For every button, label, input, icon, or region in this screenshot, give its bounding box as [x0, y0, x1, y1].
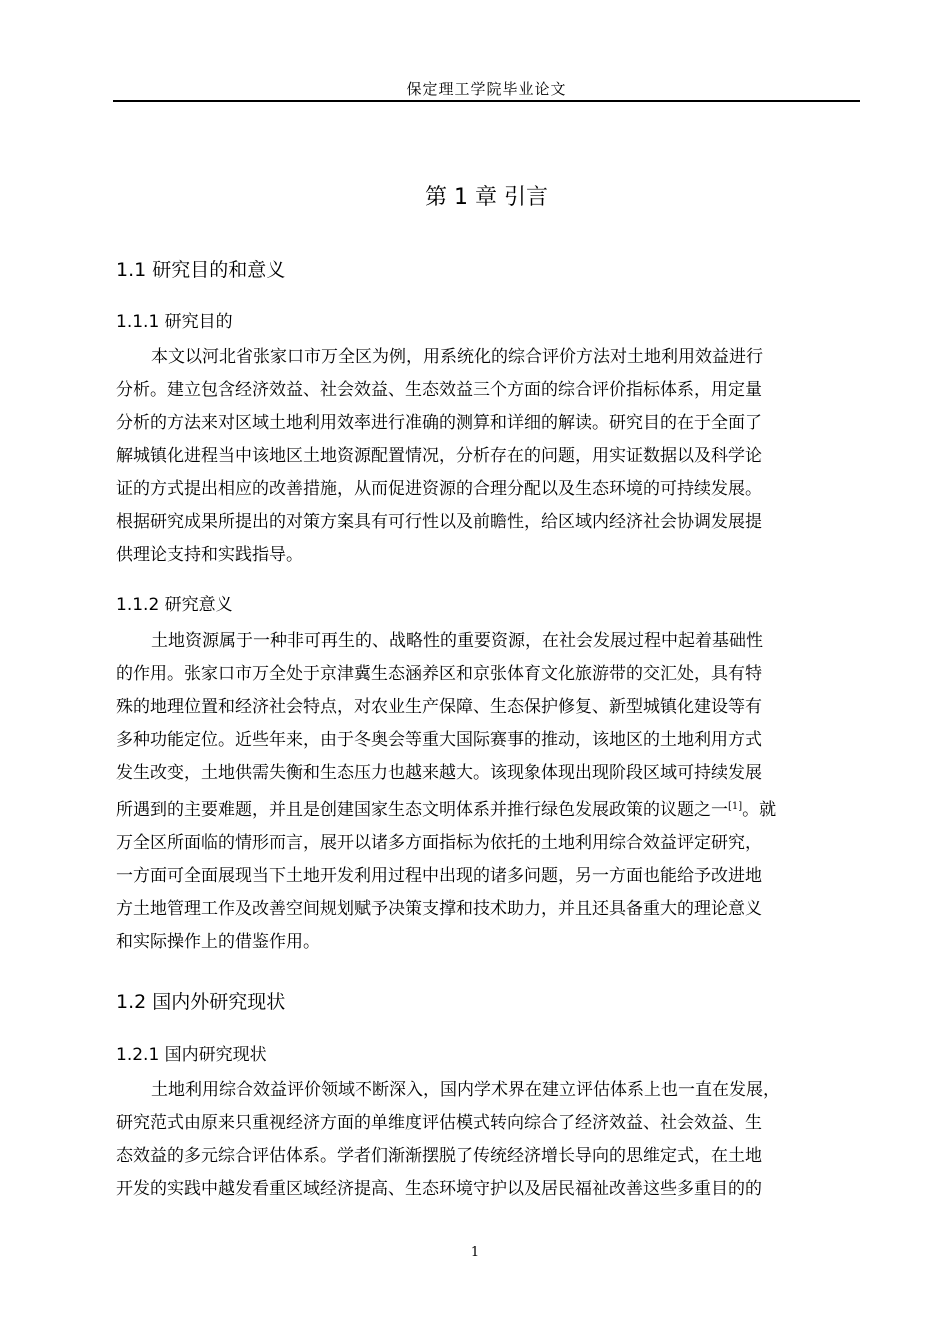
header-rule — [113, 100, 860, 102]
text-line: 供理论支持和实践指导。 — [116, 545, 303, 565]
paragraph-research-significance — [116, 625, 860, 959]
text-line: 多种功能定位。近些年来，由于冬奥会等重大国际赛事的推动，该地区的土地利用方式 — [116, 730, 762, 750]
section-heading-1-2-1: 1.2.1 国内研究现状 — [116, 1045, 267, 1065]
text-line: 研究范式由原来只重视经济方面的单维度评估模式转向综合了经济效益、社会效益、生 — [116, 1113, 762, 1133]
text-line: 态效益的多元综合评估体系。学者们渐渐摆脱了传统经济增长导向的思维定式，在土地 — [116, 1146, 762, 1166]
citation-ref: [1] — [728, 801, 743, 812]
page-header-title: 保定理工学院毕业论文 — [406, 80, 567, 98]
paragraph-domestic-status — [116, 1074, 860, 1206]
text-line-with-citation — [116, 790, 860, 827]
text-line: 殊的地理位置和经济社会特点，对农业生产保障、生态保护修复、新型城镇化建设等有 — [116, 697, 762, 717]
text-line: 一方面可全面展现当下土地开发利用过程中出现的诸多问题，另一方面也能给予改进地 — [116, 866, 762, 886]
text-line: 方土地管理工作及改善空间规划赋予决策支撑和技术助力，并且还具备重大的理论意义 — [116, 899, 762, 919]
text-line: 和实际操作上的借鉴作用。 — [116, 932, 320, 952]
text-line: 分析的方法来对区域土地利用效率进行准确的测算和详细的解读。研究目的在于全面了 — [116, 413, 762, 433]
paragraph-research-purpose — [116, 341, 860, 572]
text-line: 根据研究成果所提出的对策方案具有可行性以及前瞻性，给区域内经济社会协调发展提 — [116, 512, 762, 532]
text-line: 土地资源属于一种非可再生的、战略性的重要资源，在社会发展过程中起着基础性 — [151, 631, 763, 651]
text-segment: 所遇到的主要难题，并且是创建国家生态文明体系并推行绿色发展政策的议题之一 — [116, 800, 728, 820]
text-line: 的作用。张家口市万全处于京津冀生态涵养区和京张体育文化旅游带的交汇处，具有特 — [116, 664, 762, 684]
section-heading-1-2: 1.2 国内外研究现状 — [116, 991, 286, 1013]
chapter-title: 第 1 章 引言 — [425, 185, 548, 210]
text-line: 万全区所面临的情形而言，展开以诸多方面指标为依托的土地利用综合效益评定研究， — [116, 833, 762, 853]
text-line: 土地利用综合效益评价领域不断深入，国内学术界在建立评估体系上也一直在发展， — [151, 1080, 780, 1100]
text-segment: 。就 — [742, 800, 777, 820]
text-line: 分析。建立包含经济效益、社会效益、生态效益三个方面的综合评价指标体系，用定量 — [116, 380, 762, 400]
section-heading-1-1-1: 1.1.1 研究目的 — [116, 312, 233, 332]
text-line: 本文以河北省张家口市万全区为例，用系统化的综合评价方法对土地利用效益进行 — [151, 347, 763, 367]
text-line: 证的方式提出相应的改善措施，从而促进资源的合理分配以及生态环境的可持续发展。 — [116, 479, 762, 499]
section-heading-1-1: 1.1 研究目的和意义 — [116, 259, 286, 281]
text-line: 开发的实践中越发看重区域经济提高、生态环境守护以及居民福祉改善这些多重目的的 — [116, 1179, 762, 1199]
text-line: 发生改变，土地供需失衡和生态压力也越来越大。该现象体现出现阶段区域可持续发展 — [116, 763, 762, 783]
page-number: 1 — [470, 1245, 480, 1260]
text-line: 解城镇化进程当中该地区土地资源配置情况，分析存在的问题，用实证数据以及科学论 — [116, 446, 762, 466]
section-heading-1-1-2: 1.1.2 研究意义 — [116, 595, 233, 615]
